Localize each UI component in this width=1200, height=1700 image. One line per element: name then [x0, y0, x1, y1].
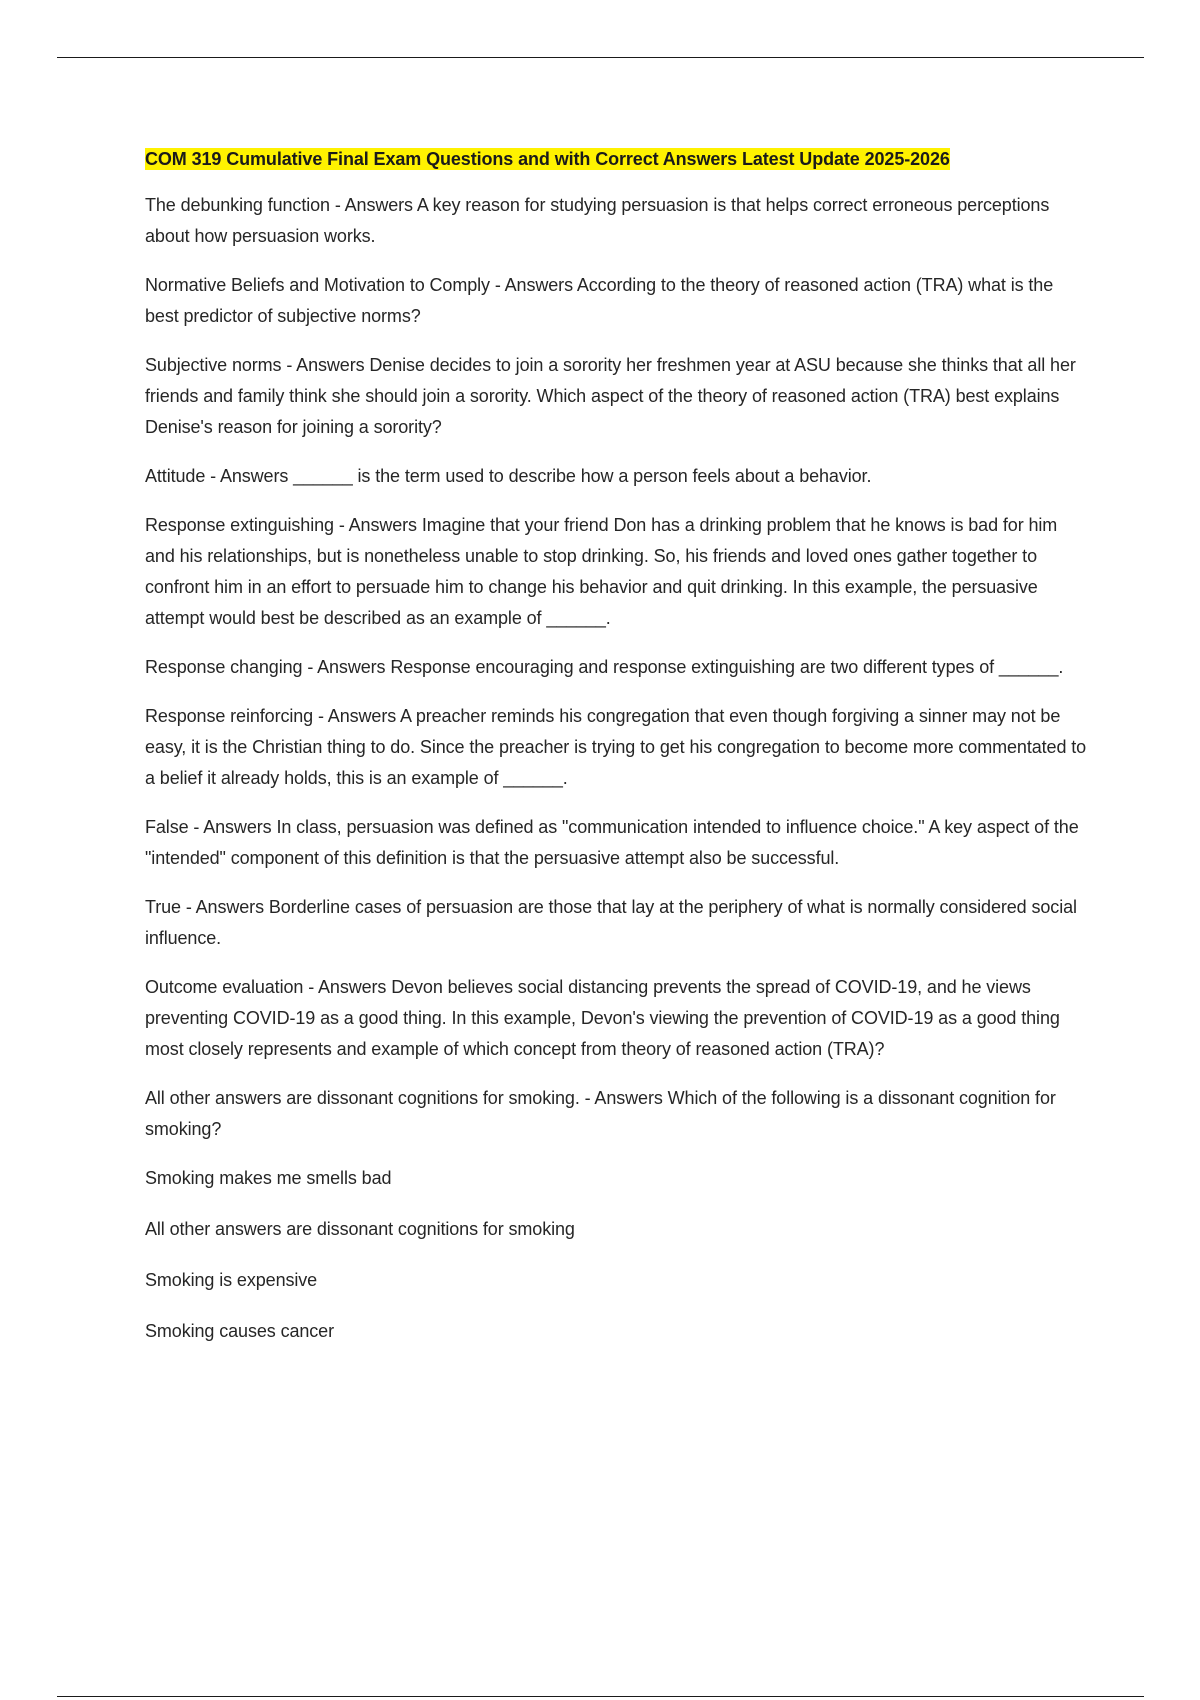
answer-option: Smoking makes me smells bad	[145, 1168, 392, 1188]
document-title	[145, 146, 1090, 172]
qa-entry: Response changing - Answers Response encouraging and response extinguishing are two different types of ______.	[145, 657, 1064, 677]
highlighted-title-text: COM 319 Cumulative Final Exam Questions and with Correct Answers Latest Update 2025-2026	[145, 149, 950, 169]
footer-rule	[57, 1696, 1144, 1697]
answer-option: Smoking is expensive	[145, 1270, 318, 1290]
qa-entry: Subjective norms - Answers Denise decides to join a sorority her freshmen year at ASU because she thinks that all her friends and family think she should join a sorority. Which aspect of the theory of reasoned action (TRA) best explains Denise's reason for joining a sorority?	[145, 355, 1076, 437]
document-body	[145, 146, 1090, 1367]
qa-entry: Outcome evaluation - Answers Devon believes social distancing prevents the spread of COVID-19, and he views preventing COVID-19 as a good thing. In this example, Devon's viewing the prevention of COVID-19 as a good thing most closely represents and example of which concept from theory of reasoned action (TRA)?	[145, 977, 1060, 1059]
qa-entry: The debunking function - Answers A key reason for studying persuasion is that helps correct erroneous perceptions about how persuasion works.	[145, 195, 1050, 246]
header-rule	[57, 57, 1144, 58]
qa-entry: Attitude - Answers ______ is the term used to describe how a person feels about a behavior.	[145, 466, 872, 486]
qa-entry: True - Answers Borderline cases of persuasion are those that lay at the periphery of what is normally considered social influence.	[145, 897, 1077, 948]
qa-entry: Response reinforcing - Answers A preacher reminds his congregation that even though forgiving a sinner may not be easy, it is the Christian thing to do. Since the preacher is trying to get his congregation to become more commentated to a belief it already holds, this is an example of ______.	[145, 706, 1087, 788]
qa-entry: Normative Beliefs and Motivation to Comply - Answers According to the theory of reasoned action (TRA) what is the best predictor of subjective norms?	[145, 275, 1054, 326]
answer-option: All other answers are dissonant cognitions for smoking	[145, 1219, 575, 1239]
qa-entry: All other answers are dissonant cognitions for smoking. - Answers Which of the following is a dissonant cognition for smoking?	[145, 1088, 1056, 1139]
answer-option: Smoking causes cancer	[145, 1321, 334, 1341]
qa-entry: Response extinguishing - Answers Imagine that your friend Don has a drinking problem that he knows is bad for him and his relationships, but is nonetheless unable to stop drinking. So, his friends and loved ones gather together to confront him in an effort to persuade him to change his behavior and quit drinking. In this example, the persuasive attempt would best be described as an example of ______.	[145, 515, 1058, 628]
qa-entry: False - Answers In class, persuasion was defined as "communication intended to influence choice." A key aspect of the "intended" component of this definition is that the persuasive attempt also be successful.	[145, 817, 1079, 868]
